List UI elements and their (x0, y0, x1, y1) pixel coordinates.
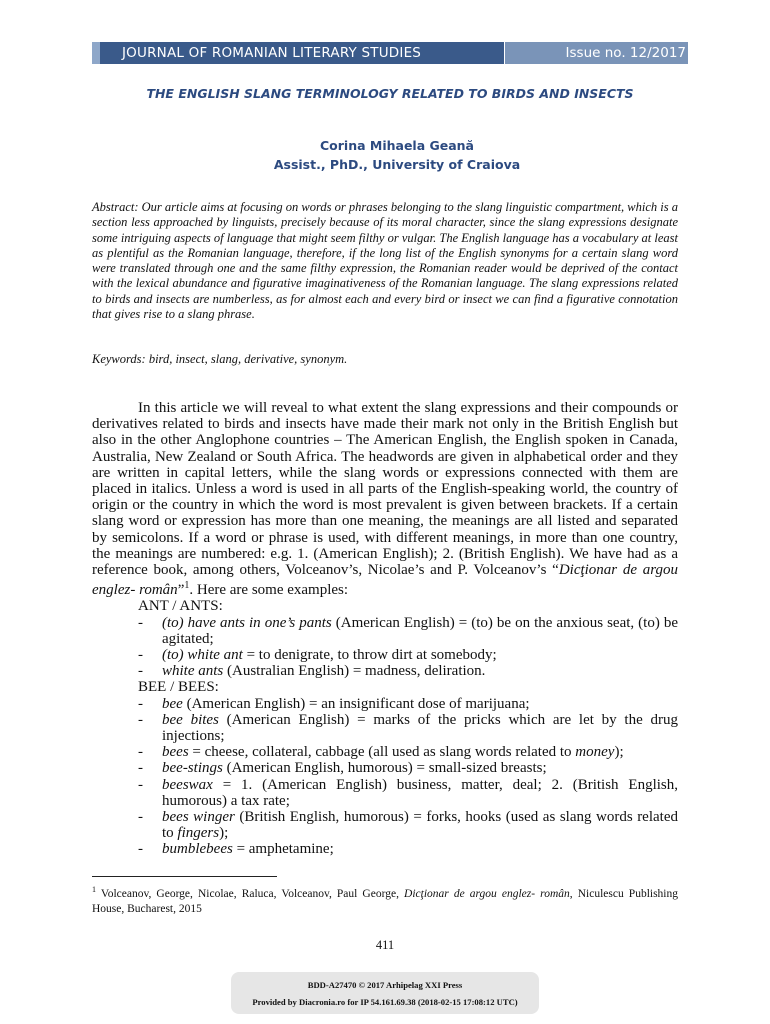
list-dash: - (138, 695, 143, 712)
slang-term: beeswax (162, 776, 213, 793)
slang-term: bees winger (162, 809, 235, 826)
definition: (British English, humorous) = forks, hooks (used as slang words related to (162, 809, 678, 842)
intro-text-end: . Here are some examples: (189, 582, 349, 599)
list-dash: - (138, 776, 143, 793)
footnote (92, 882, 678, 917)
definition-end: ); (614, 744, 624, 761)
list-dash: - (138, 841, 143, 858)
definition: = to denigrate, to throw dirt at somebody; (242, 647, 497, 664)
definition: = 1. (American English) business, matter, deal; 2. (British English, humorous) a tax rate; (162, 776, 678, 809)
author-name: Corina Mihaela Geană (319, 138, 474, 153)
close-quote: ” (177, 582, 185, 599)
footnote-publisher: , Niculescu Publishing House, Bucharest, 2015 (92, 887, 678, 915)
list-item (92, 760, 678, 776)
footnote-authors: Volceanov, George, Nicolae, Raluca, Volceanov, Paul George, (96, 887, 405, 900)
list-item (92, 696, 678, 712)
author-affiliation: Assist., PhD., University of Craiova (273, 157, 521, 172)
intro-paragraph (92, 400, 678, 598)
article-title: THE ENGLISH SLANG TERMINOLOGY RELATED TO BIRDS AND INSECTS (146, 86, 634, 101)
issue-number: Issue no. 12/2017 (505, 42, 688, 64)
book-title: Dicţionar de argou englez- român (92, 562, 678, 599)
slang-term: bumblebees (162, 841, 233, 858)
definition: (American English, humorous) = small-sized breasts; (222, 760, 547, 777)
definition: = amphetamine; (232, 841, 334, 858)
headword-ant: ANT / ANTS: (138, 598, 223, 615)
list-dash: - (138, 647, 143, 664)
journal-header (92, 42, 688, 64)
list-item (92, 663, 678, 679)
list-item (92, 809, 678, 841)
list-dash: - (138, 809, 143, 826)
article-body (92, 400, 678, 858)
definition: (American English) = an insignificant dose of marijuana; (182, 695, 530, 712)
page-number: 411 (375, 938, 395, 952)
slang-term: (to) white ant (162, 647, 243, 664)
list-item (92, 712, 678, 744)
list-dash: - (138, 711, 143, 728)
list-item (92, 841, 678, 857)
list-item (92, 744, 678, 760)
slang-term: (to) have ants in one’s pants (162, 614, 332, 631)
slang-term: bee bites (162, 711, 219, 728)
list-item (92, 647, 678, 663)
definition: = cheese, collateral, cabbage (all used as slang words related to (188, 744, 576, 761)
definition: (Australian English) = madness, deliration. (223, 663, 486, 680)
definition: (American English) = (to) be on the anxious seat, (to) be agitated; (162, 614, 678, 647)
stamp-copyright: BDD-A27470 © 2017 Arhipelag XXI Press (307, 980, 463, 990)
abstract: Abstract: Our article aims at focusing on words or phrases belonging to the slang linguistic compartment, which is a section less approached by linguists, precisely because of its moral character, since the slang expressions designate some intriguing aspects of language that might seem filthy or vulgar. The English language has a vocabulary at least as plentiful as the Romanian language, therefore, if the long list of the English synonyms for a certain slang word were translated through one and the same filthy expression, the Romanian reader would be deprived of the contact with the lexical abundance and figurative imaginativeness of the Romanian language. The slang expressions related to birds and insects are numberless, as for almost each and every bird or insect we can find a figurative connotation that gives rise to a slang phrase. (92, 200, 678, 322)
headword-bee: BEE / BEES: (138, 679, 219, 696)
list-dash: - (138, 614, 143, 631)
slang-term: white ants (162, 663, 224, 680)
list-item (92, 615, 678, 647)
slang-term: bee (162, 695, 183, 712)
author-block (92, 136, 702, 174)
footnote-book: Dicţionar de argou englez- român (404, 887, 570, 900)
footnote-divider (92, 876, 277, 877)
intro-text: In this article we will reveal to what extent the slang expressions and their compounds or derivatives related to birds and insects have made their mark not only in the British English but also in the other Anglophone countries – The American English, the English spoken in Canada, Australia, New Zealand or South Africa. The headwords are given in alphabetical order and they are written in capital letters, while the slang words or expressions connected with them are placed in italics. Unless a word is used in all parts of the English-speaking world, the country of origin or the country in which the word is most prevalent is given between brackets. If a certain slang word or expression has more than one meaning, the meanings are all listed and separated by semicolons. If a word or phrase is used, with different meanings, in more than one country, the meanings are numbered: e.g. 1. (American English); 2. (British English). We have had as a reference book, among others, Volceanov’s, Nicolae’s and P. Volceanov’s “ (92, 400, 678, 579)
list-dash: - (138, 744, 143, 761)
slang-term: bees (162, 744, 189, 761)
list-item (92, 777, 678, 809)
definition-end: ); (219, 825, 229, 842)
provenance-stamp (231, 972, 539, 1014)
slang-term-inline: fingers (177, 825, 220, 842)
list-dash: - (138, 663, 143, 680)
stamp-provider: Provided by Diacronia.ro for IP 54.161.69.38 (2018-02-15 17:08:12 UTC) (252, 997, 518, 1007)
slang-term: bee-stings (162, 760, 223, 777)
footnote-ref[interactable]: 1 (184, 580, 190, 592)
definition: (American English) = marks of the pricks which are let by the drug injections; (162, 711, 678, 745)
keywords: Keywords: bird, insect, slang, derivative, synonym. (92, 352, 348, 366)
slang-term-inline: money (575, 744, 615, 761)
footnote-mark: 1 (92, 885, 96, 894)
journal-name: JOURNAL OF ROMANIAN LITERARY STUDIES (92, 42, 504, 64)
list-dash: - (138, 760, 143, 777)
